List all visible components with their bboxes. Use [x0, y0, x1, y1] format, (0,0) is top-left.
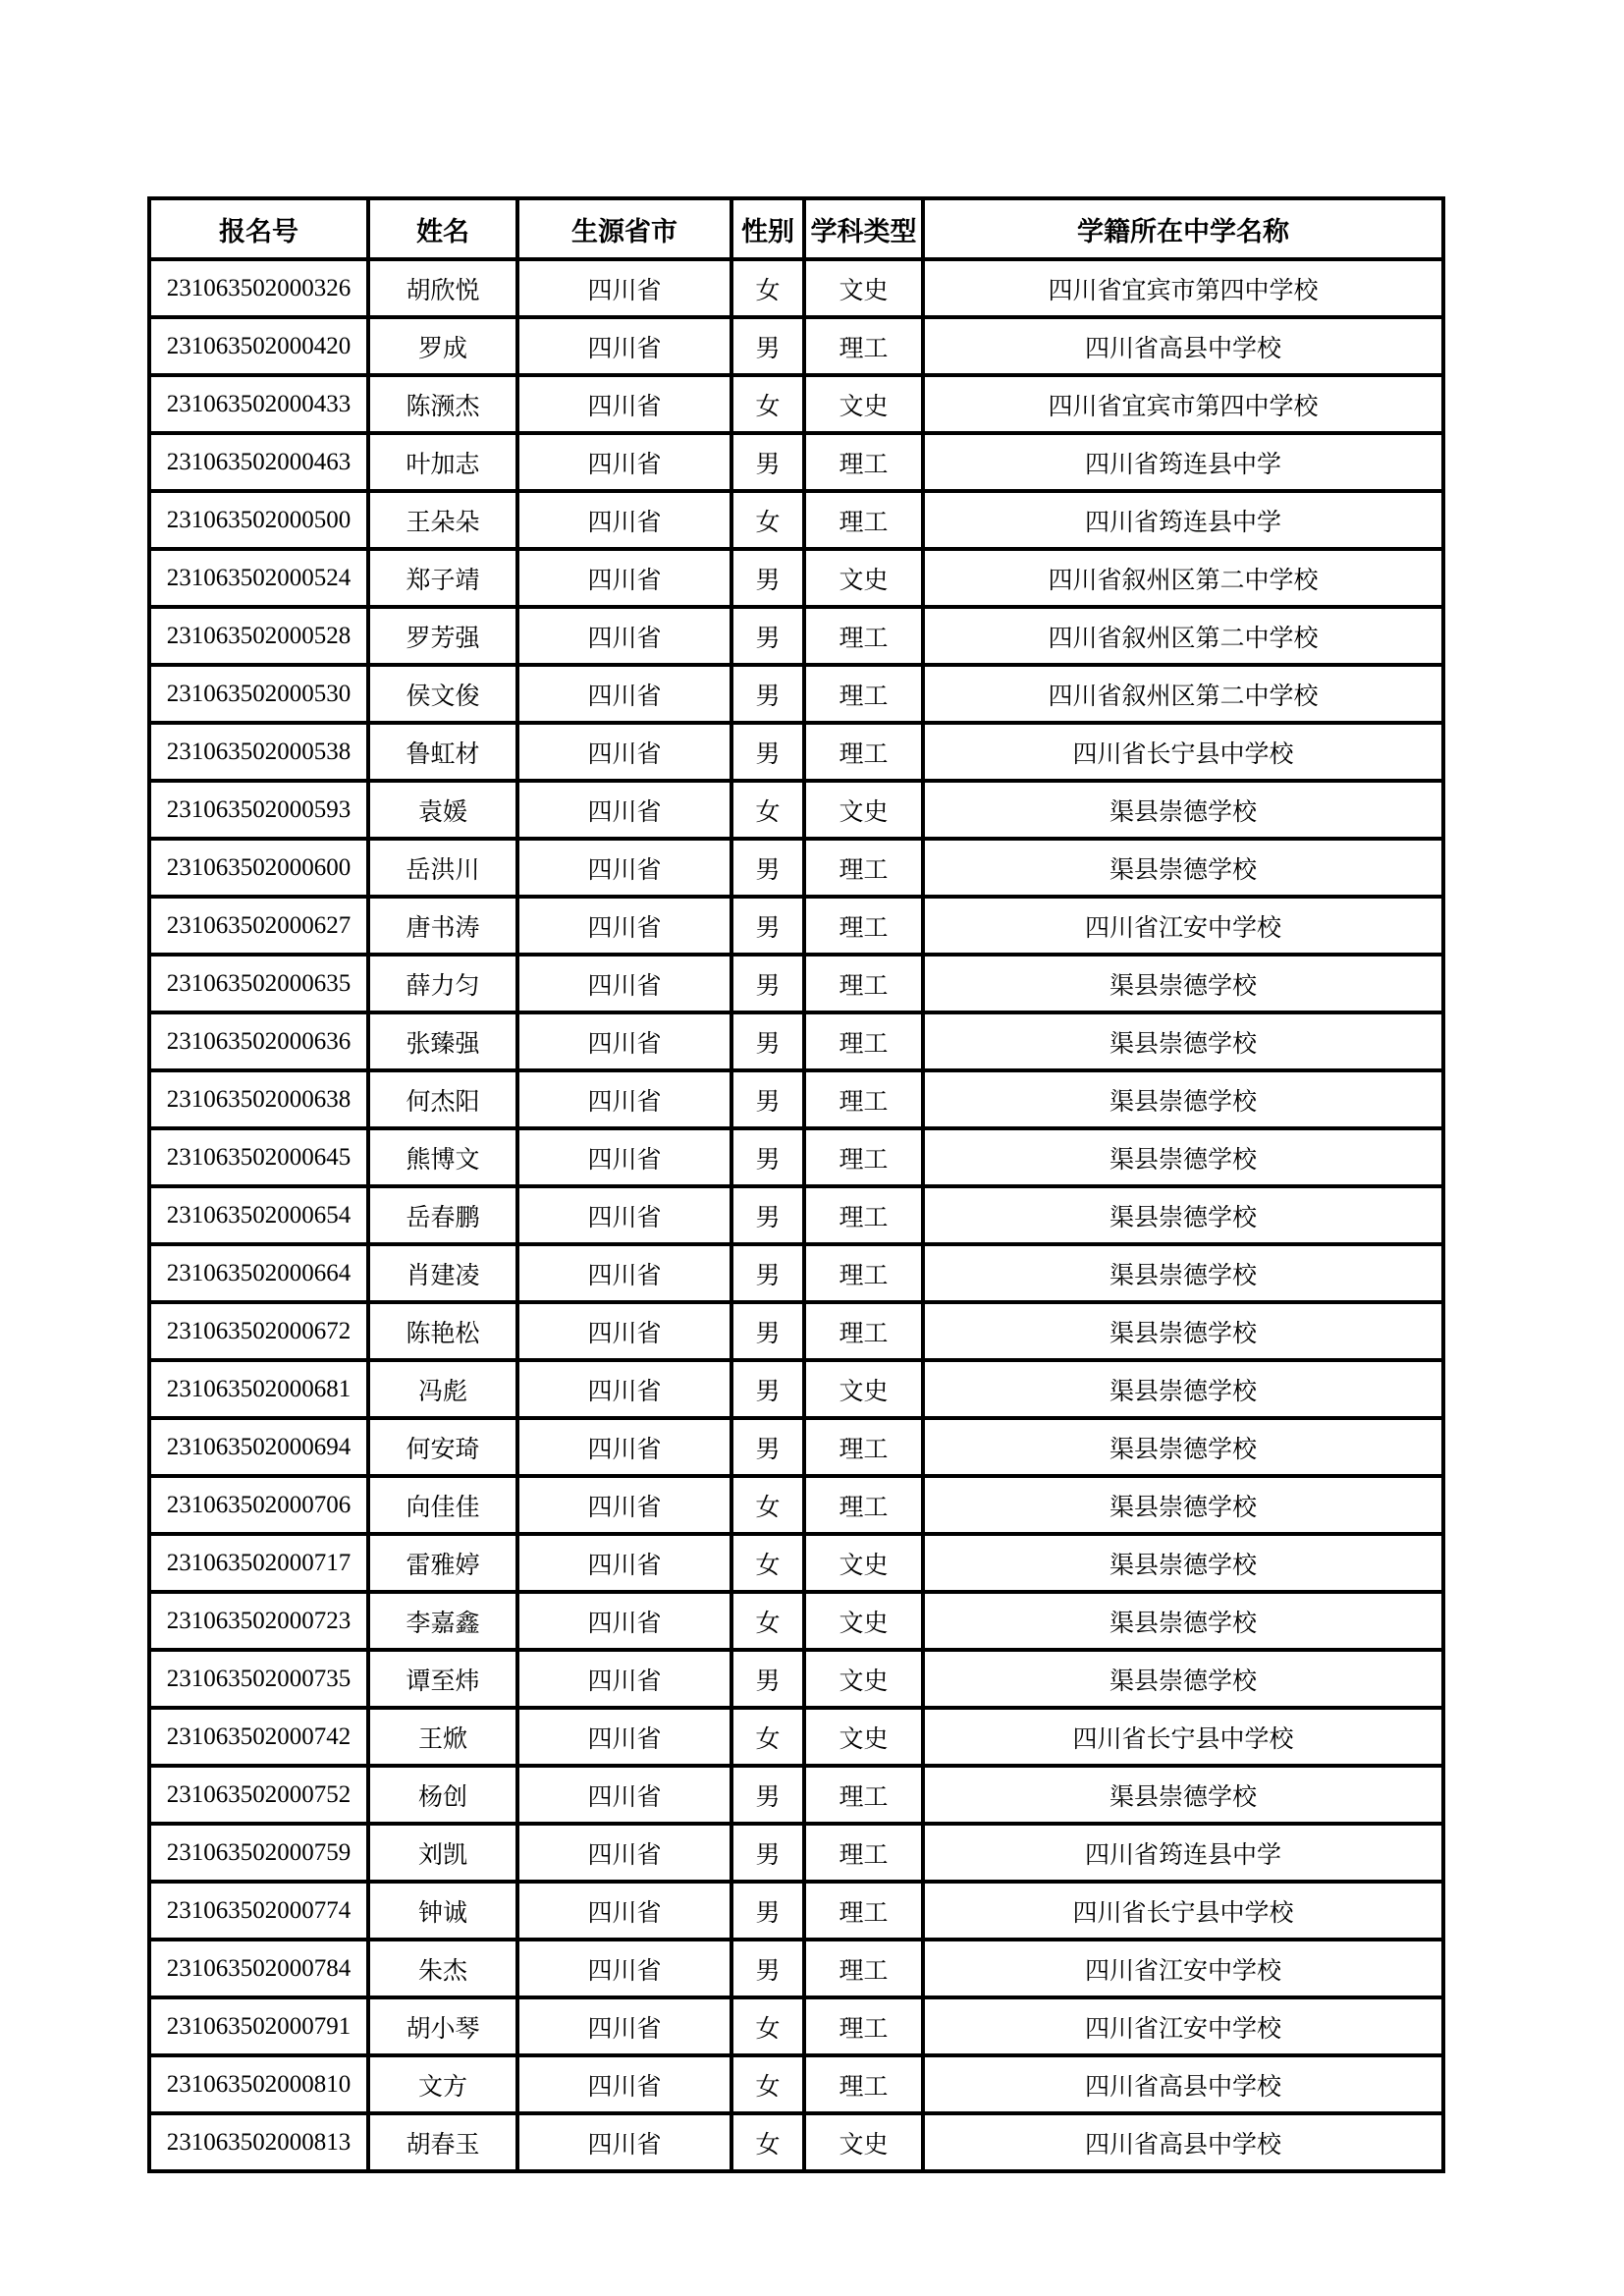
cell-province: 四川省 [517, 1650, 731, 1708]
cell-province: 四川省 [517, 1997, 731, 2055]
cell-name: 侯文俊 [368, 665, 517, 723]
cell-school: 渠县崇德学校 [923, 1360, 1443, 1418]
table-row [149, 259, 1443, 317]
cell-gender: 男 [731, 1302, 804, 1360]
cell-reg-no: 231063502000524 [149, 549, 368, 607]
cell-name: 袁媛 [368, 781, 517, 839]
cell-gender: 女 [731, 2055, 804, 2113]
cell-subject-type: 理工 [804, 897, 923, 955]
cell-name: 唐书涛 [368, 897, 517, 955]
cell-province: 四川省 [517, 549, 731, 607]
cell-reg-no: 231063502000326 [149, 259, 368, 317]
cell-reg-no: 231063502000706 [149, 1476, 368, 1534]
cell-reg-no: 231063502000627 [149, 897, 368, 955]
cell-province: 四川省 [517, 723, 731, 781]
cell-province: 四川省 [517, 1592, 731, 1650]
cell-school: 四川省筠连县中学 [923, 1824, 1443, 1882]
cell-subject-type: 理工 [804, 1418, 923, 1476]
cell-school: 渠县崇德学校 [923, 1302, 1443, 1360]
cell-gender: 女 [731, 1997, 804, 2055]
cell-reg-no: 231063502000638 [149, 1070, 368, 1128]
cell-school: 渠县崇德学校 [923, 1070, 1443, 1128]
cell-school: 四川省江安中学校 [923, 1940, 1443, 1997]
cell-gender: 女 [731, 1592, 804, 1650]
table-row [149, 897, 1443, 955]
table-row [149, 1824, 1443, 1882]
cell-reg-no: 231063502000645 [149, 1128, 368, 1186]
cell-gender: 男 [731, 1128, 804, 1186]
cell-school: 四川省长宁县中学校 [923, 723, 1443, 781]
cell-name: 王焮 [368, 1708, 517, 1766]
table-row [149, 607, 1443, 665]
table-row [149, 1766, 1443, 1824]
cell-province: 四川省 [517, 1012, 731, 1070]
cell-name: 王朵朵 [368, 491, 517, 549]
cell-school: 渠县崇德学校 [923, 1244, 1443, 1302]
cell-name: 罗成 [368, 317, 517, 375]
cell-gender: 男 [731, 1360, 804, 1418]
cell-name: 何安琦 [368, 1418, 517, 1476]
table-row [149, 433, 1443, 491]
cell-province: 四川省 [517, 491, 731, 549]
column-header-name: 姓名 [368, 198, 517, 259]
cell-subject-type: 理工 [804, 1128, 923, 1186]
cell-province: 四川省 [517, 1882, 731, 1940]
cell-name: 岳洪川 [368, 839, 517, 897]
cell-school: 渠县崇德学校 [923, 955, 1443, 1012]
cell-school: 四川省高县中学校 [923, 317, 1443, 375]
cell-name: 刘凯 [368, 1824, 517, 1882]
cell-name: 谭至炜 [368, 1650, 517, 1708]
cell-subject-type: 理工 [804, 491, 923, 549]
cell-name: 胡春玉 [368, 2113, 517, 2171]
cell-name: 杨创 [368, 1766, 517, 1824]
column-header-gender: 性别 [731, 198, 804, 259]
cell-school: 四川省江安中学校 [923, 897, 1443, 955]
cell-name: 陈滪杰 [368, 375, 517, 433]
cell-gender: 女 [731, 491, 804, 549]
cell-subject-type: 理工 [804, 1012, 923, 1070]
table-row [149, 1997, 1443, 2055]
cell-school: 渠县崇德学校 [923, 1766, 1443, 1824]
cell-reg-no: 231063502000810 [149, 2055, 368, 2113]
cell-gender: 女 [731, 1708, 804, 1766]
cell-subject-type: 理工 [804, 1244, 923, 1302]
column-header-subject-type: 学科类型 [804, 198, 923, 259]
cell-school: 四川省长宁县中学校 [923, 1708, 1443, 1766]
cell-school: 渠县崇德学校 [923, 1650, 1443, 1708]
cell-reg-no: 231063502000593 [149, 781, 368, 839]
cell-province: 四川省 [517, 1360, 731, 1418]
cell-province: 四川省 [517, 1766, 731, 1824]
cell-name: 冯彪 [368, 1360, 517, 1418]
cell-gender: 男 [731, 317, 804, 375]
cell-gender: 男 [731, 897, 804, 955]
cell-gender: 男 [731, 1070, 804, 1128]
cell-name: 鲁虹材 [368, 723, 517, 781]
cell-gender: 男 [731, 1940, 804, 1997]
cell-reg-no: 231063502000530 [149, 665, 368, 723]
table-row [149, 1708, 1443, 1766]
cell-subject-type: 文史 [804, 781, 923, 839]
cell-gender: 女 [731, 2113, 804, 2171]
cell-subject-type: 理工 [804, 433, 923, 491]
table-row [149, 317, 1443, 375]
cell-reg-no: 231063502000694 [149, 1418, 368, 1476]
cell-reg-no: 231063502000672 [149, 1302, 368, 1360]
table-row [149, 1128, 1443, 1186]
cell-reg-no: 231063502000500 [149, 491, 368, 549]
cell-gender: 女 [731, 1534, 804, 1592]
cell-reg-no: 231063502000664 [149, 1244, 368, 1302]
cell-reg-no: 231063502000420 [149, 317, 368, 375]
cell-gender: 女 [731, 375, 804, 433]
table-row [149, 781, 1443, 839]
cell-subject-type: 理工 [804, 1766, 923, 1824]
cell-school: 四川省长宁县中学校 [923, 1882, 1443, 1940]
cell-school: 渠县崇德学校 [923, 781, 1443, 839]
table-row [149, 2055, 1443, 2113]
table-row [149, 1940, 1443, 1997]
cell-name: 胡小琴 [368, 1997, 517, 2055]
cell-gender: 男 [731, 665, 804, 723]
cell-reg-no: 231063502000742 [149, 1708, 368, 1766]
cell-province: 四川省 [517, 433, 731, 491]
cell-school: 渠县崇德学校 [923, 1534, 1443, 1592]
student-roster-table [147, 196, 1445, 2173]
cell-school: 渠县崇德学校 [923, 1418, 1443, 1476]
cell-province: 四川省 [517, 317, 731, 375]
column-header-school: 学籍所在中学名称 [923, 198, 1443, 259]
cell-subject-type: 理工 [804, 607, 923, 665]
cell-name: 罗芳强 [368, 607, 517, 665]
table-row [149, 549, 1443, 607]
cell-name: 雷雅婷 [368, 1534, 517, 1592]
table-row [149, 1882, 1443, 1940]
cell-subject-type: 文史 [804, 1708, 923, 1766]
cell-province: 四川省 [517, 1244, 731, 1302]
table-row [149, 2113, 1443, 2171]
table-row [149, 955, 1443, 1012]
table-row [149, 1592, 1443, 1650]
cell-subject-type: 理工 [804, 1476, 923, 1534]
cell-province: 四川省 [517, 955, 731, 1012]
cell-school: 四川省叙州区第二中学校 [923, 607, 1443, 665]
cell-subject-type: 理工 [804, 839, 923, 897]
cell-school: 四川省叙州区第二中学校 [923, 665, 1443, 723]
cell-name: 肖建凌 [368, 1244, 517, 1302]
cell-school: 渠县崇德学校 [923, 1128, 1443, 1186]
cell-province: 四川省 [517, 2113, 731, 2171]
cell-gender: 男 [731, 1186, 804, 1244]
table-row [149, 1360, 1443, 1418]
cell-gender: 男 [731, 1882, 804, 1940]
table-row [149, 1534, 1443, 1592]
table-row [149, 665, 1443, 723]
cell-subject-type: 理工 [804, 723, 923, 781]
cell-province: 四川省 [517, 1128, 731, 1186]
cell-name: 向佳佳 [368, 1476, 517, 1534]
cell-reg-no: 231063502000600 [149, 839, 368, 897]
cell-subject-type: 理工 [804, 1302, 923, 1360]
cell-school: 四川省江安中学校 [923, 1997, 1443, 2055]
cell-school: 渠县崇德学校 [923, 1476, 1443, 1534]
table-row [149, 1012, 1443, 1070]
cell-gender: 男 [731, 607, 804, 665]
cell-subject-type: 理工 [804, 1997, 923, 2055]
cell-gender: 男 [731, 1244, 804, 1302]
cell-subject-type: 理工 [804, 2055, 923, 2113]
cell-subject-type: 文史 [804, 1592, 923, 1650]
cell-province: 四川省 [517, 1418, 731, 1476]
table-row [149, 723, 1443, 781]
cell-province: 四川省 [517, 839, 731, 897]
table-row [149, 1302, 1443, 1360]
cell-reg-no: 231063502000791 [149, 1997, 368, 2055]
cell-subject-type: 理工 [804, 1940, 923, 1997]
table-row [149, 1186, 1443, 1244]
cell-name: 李嘉鑫 [368, 1592, 517, 1650]
cell-province: 四川省 [517, 897, 731, 955]
cell-province: 四川省 [517, 1824, 731, 1882]
cell-reg-no: 231063502000774 [149, 1882, 368, 1940]
cell-reg-no: 231063502000735 [149, 1650, 368, 1708]
cell-gender: 女 [731, 781, 804, 839]
cell-province: 四川省 [517, 607, 731, 665]
cell-gender: 男 [731, 839, 804, 897]
cell-school: 渠县崇德学校 [923, 1012, 1443, 1070]
cell-name: 陈艳松 [368, 1302, 517, 1360]
cell-school: 四川省叙州区第二中学校 [923, 549, 1443, 607]
cell-reg-no: 231063502000723 [149, 1592, 368, 1650]
cell-school: 四川省高县中学校 [923, 2055, 1443, 2113]
cell-reg-no: 231063502000681 [149, 1360, 368, 1418]
cell-name: 郑子靖 [368, 549, 517, 607]
cell-name: 熊博文 [368, 1128, 517, 1186]
cell-subject-type: 文史 [804, 549, 923, 607]
table-row [149, 1476, 1443, 1534]
cell-subject-type: 文史 [804, 375, 923, 433]
cell-name: 钟诚 [368, 1882, 517, 1940]
cell-name: 文方 [368, 2055, 517, 2113]
cell-gender: 男 [731, 723, 804, 781]
cell-subject-type: 理工 [804, 317, 923, 375]
cell-name: 岳春鹏 [368, 1186, 517, 1244]
cell-name: 薛力匀 [368, 955, 517, 1012]
column-header-reg-no: 报名号 [149, 198, 368, 259]
cell-school: 四川省宜宾市第四中学校 [923, 259, 1443, 317]
table-row [149, 1244, 1443, 1302]
cell-subject-type: 理工 [804, 1186, 923, 1244]
cell-subject-type: 理工 [804, 1824, 923, 1882]
table-row [149, 1650, 1443, 1708]
cell-gender: 女 [731, 1476, 804, 1534]
cell-province: 四川省 [517, 1534, 731, 1592]
cell-subject-type: 文史 [804, 1360, 923, 1418]
cell-gender: 男 [731, 1650, 804, 1708]
cell-province: 四川省 [517, 1476, 731, 1534]
cell-gender: 男 [731, 549, 804, 607]
cell-subject-type: 文史 [804, 1650, 923, 1708]
cell-subject-type: 理工 [804, 1070, 923, 1128]
cell-province: 四川省 [517, 665, 731, 723]
cell-province: 四川省 [517, 375, 731, 433]
cell-subject-type: 理工 [804, 665, 923, 723]
header-row [149, 198, 1443, 259]
cell-school: 四川省筠连县中学 [923, 433, 1443, 491]
cell-subject-type: 理工 [804, 1882, 923, 1940]
cell-gender: 男 [731, 1012, 804, 1070]
cell-subject-type: 文史 [804, 2113, 923, 2171]
cell-gender: 男 [731, 1824, 804, 1882]
cell-school: 渠县崇德学校 [923, 839, 1443, 897]
cell-reg-no: 231063502000636 [149, 1012, 368, 1070]
cell-reg-no: 231063502000784 [149, 1940, 368, 1997]
cell-subject-type: 理工 [804, 955, 923, 1012]
table-row [149, 1070, 1443, 1128]
cell-reg-no: 231063502000463 [149, 433, 368, 491]
cell-gender: 男 [731, 1418, 804, 1476]
cell-reg-no: 231063502000654 [149, 1186, 368, 1244]
cell-school: 四川省筠连县中学 [923, 491, 1443, 549]
column-header-province: 生源省市 [517, 198, 731, 259]
cell-province: 四川省 [517, 1302, 731, 1360]
cell-school: 渠县崇德学校 [923, 1592, 1443, 1650]
cell-school: 四川省宜宾市第四中学校 [923, 375, 1443, 433]
cell-name: 胡欣悦 [368, 259, 517, 317]
cell-reg-no: 231063502000538 [149, 723, 368, 781]
cell-reg-no: 231063502000635 [149, 955, 368, 1012]
cell-reg-no: 231063502000433 [149, 375, 368, 433]
cell-reg-no: 231063502000759 [149, 1824, 368, 1882]
cell-school: 渠县崇德学校 [923, 1186, 1443, 1244]
cell-name: 朱杰 [368, 1940, 517, 1997]
cell-province: 四川省 [517, 1940, 731, 1997]
table-row [149, 375, 1443, 433]
cell-name: 何杰阳 [368, 1070, 517, 1128]
cell-province: 四川省 [517, 1708, 731, 1766]
cell-reg-no: 231063502000717 [149, 1534, 368, 1592]
cell-province: 四川省 [517, 2055, 731, 2113]
cell-gender: 男 [731, 1766, 804, 1824]
table-row [149, 839, 1443, 897]
table-row [149, 1418, 1443, 1476]
table-body [149, 259, 1443, 2171]
cell-school: 四川省高县中学校 [923, 2113, 1443, 2171]
table-row [149, 491, 1443, 549]
cell-province: 四川省 [517, 1070, 731, 1128]
cell-subject-type: 文史 [804, 259, 923, 317]
cell-gender: 男 [731, 433, 804, 491]
cell-gender: 女 [731, 259, 804, 317]
cell-subject-type: 文史 [804, 1534, 923, 1592]
cell-reg-no: 231063502000528 [149, 607, 368, 665]
cell-reg-no: 231063502000752 [149, 1766, 368, 1824]
cell-name: 张臻强 [368, 1012, 517, 1070]
cell-province: 四川省 [517, 781, 731, 839]
cell-reg-no: 231063502000813 [149, 2113, 368, 2171]
cell-gender: 男 [731, 955, 804, 1012]
cell-province: 四川省 [517, 259, 731, 317]
cell-province: 四川省 [517, 1186, 731, 1244]
cell-name: 叶加志 [368, 433, 517, 491]
